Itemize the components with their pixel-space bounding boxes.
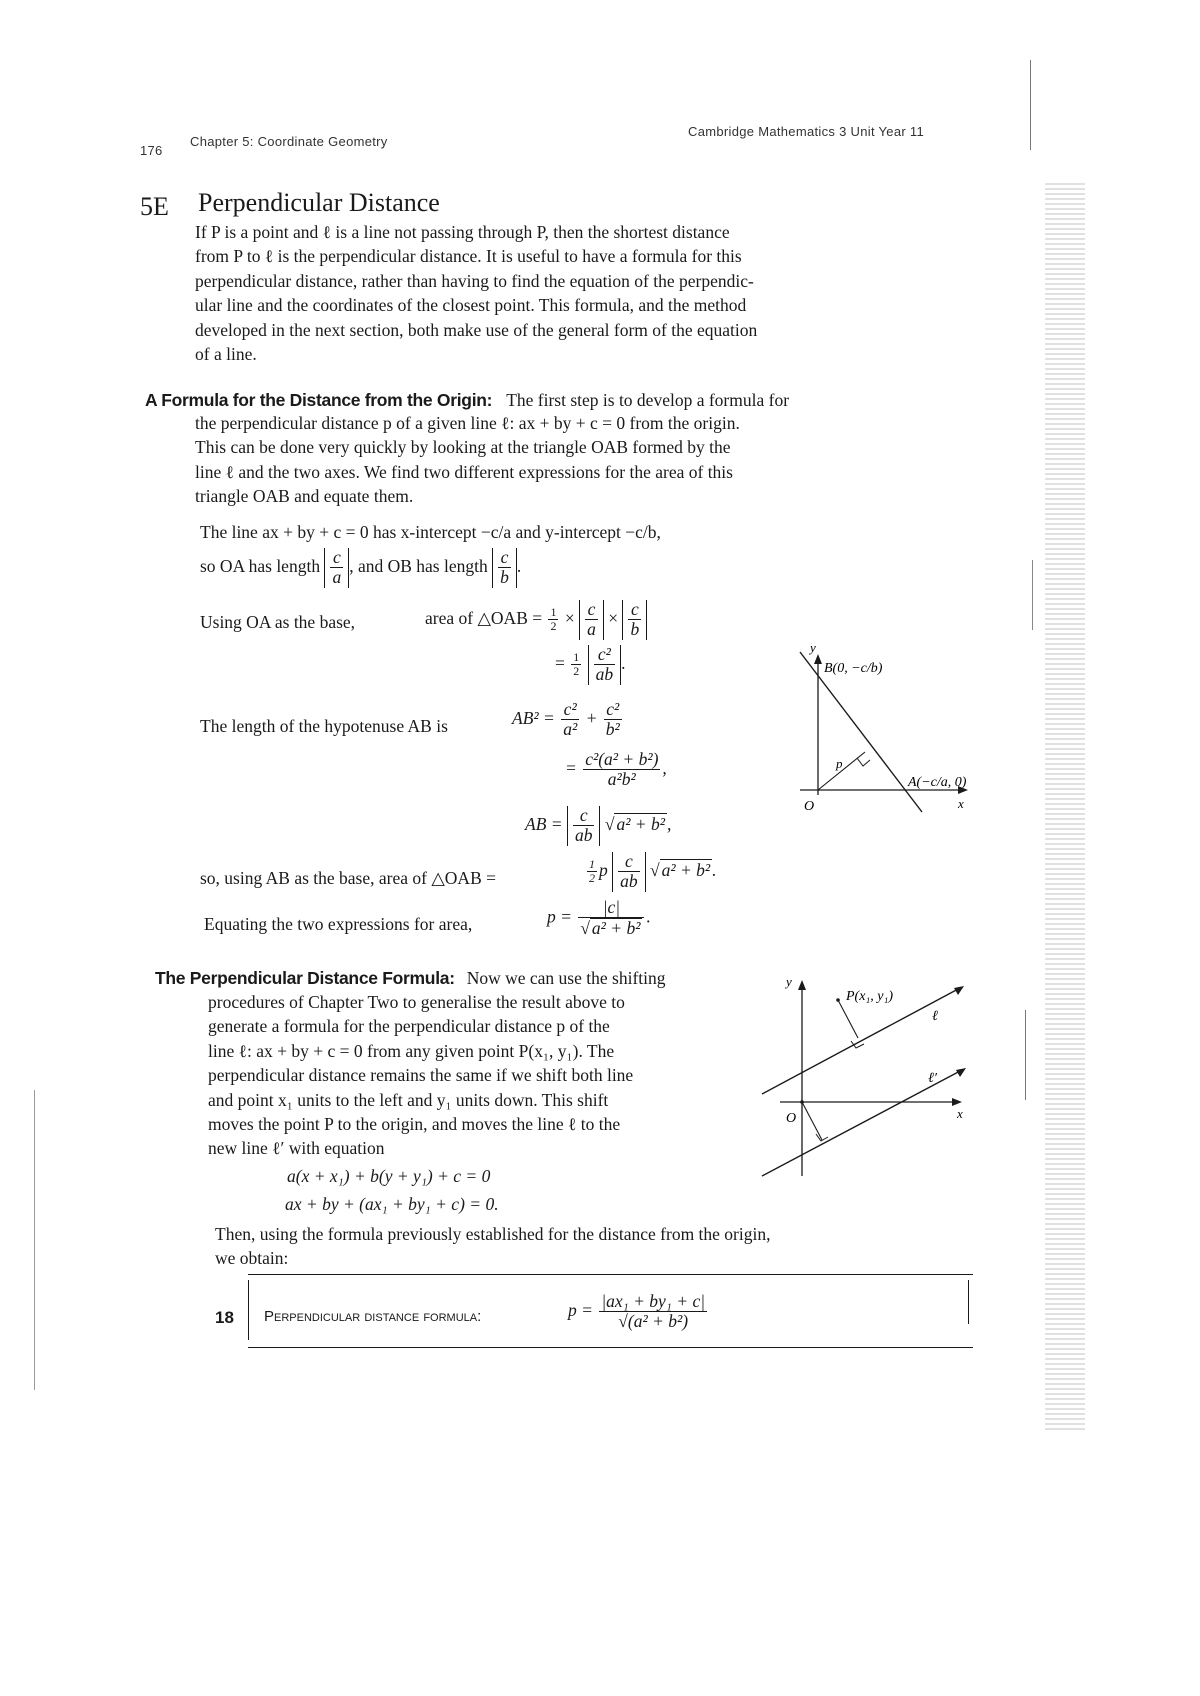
origin-line: This can be done very quickly by looking at the triangle OAB formed by the (195, 437, 731, 458)
general-distance-diagram (750, 966, 980, 1196)
diagram2-point-label: P(x₁, y₁) (846, 989, 894, 1004)
using-oa-text: Using OA as the base, (200, 612, 356, 632)
chapter-header: Chapter 5: Coordinate Geometry (190, 134, 388, 149)
lengths-line: so OA has length $\frac{c}{a}$ , and OB has length $\frac{c}{b}$ . (200, 547, 522, 588)
origin-triangle-diagram (790, 640, 990, 830)
y-axis-arrow (814, 654, 822, 664)
so-using-text: so, using AB as the base, area of △OAB = (200, 868, 496, 888)
general-line: moves the point P to the origin, and moves the line ℓ to the (208, 1114, 621, 1135)
formula-p: p = (568, 1299, 593, 1320)
formula-numerator: |ax₁ + by₁ + c| (601, 1291, 706, 1311)
origin-paragraph (195, 411, 880, 509)
diagram2-origin-label: O (786, 1111, 797, 1126)
diagram2-y-label: y (786, 974, 792, 989)
formula-label: Perpendicular distance formula: (264, 1308, 482, 1325)
intro-line: from P to ℓ is the perpendicular distance. It is useful to have a formula for this (195, 246, 742, 267)
diagram2-line-label: ℓ (932, 1009, 938, 1024)
line-l-arrow (954, 986, 964, 995)
right-angle-mark-top (851, 1041, 864, 1048)
origin-heading-text: The first step is to develop a formula for (506, 390, 790, 410)
area-eq-1: area of △OAB = $\frac{1}{2}$ × $\frac{c}{a}$ × $\frac{c}{b}$ (425, 600, 647, 640)
abs-c-over-a: $\frac{c}{a}$ (324, 548, 349, 588)
area-of-text: area of △OAB = (425, 607, 543, 628)
shifted-equation-2: ax + by + (ax₁ + by₁ + c) = 0. (285, 1194, 499, 1214)
point-p (836, 998, 840, 1002)
diagram1-origin-label: O (804, 799, 815, 814)
origin-formula-heading: A Formula for the Distance from the Origin: (145, 390, 493, 410)
origin-line: triangle OAB and equate them. (195, 486, 414, 507)
section-number: 5E (140, 192, 169, 221)
then-line: we obtain: (215, 1248, 289, 1269)
general-paragraph (208, 990, 716, 1161)
scan-left-edge-mark (34, 1090, 35, 1390)
then-paragraph (215, 1222, 895, 1271)
perpendicular-segment (838, 1000, 858, 1038)
ab-squared-eq: AB² = $\frac{\text{c²}}{\text{a²}}$ + $\frac{\text{c²}}{\text{b²}}$ (512, 699, 620, 740)
intro-line: ular line and the coordinates of the closest point. This formula, and the method (195, 295, 747, 316)
general-formula-heading: The Perpendicular Distance Formula: (155, 968, 455, 988)
intercepts-line: The line ax + by + c = 0 has x-intercept −c/a and y-intercept −c/b, (200, 522, 661, 542)
intro-paragraph (195, 220, 880, 366)
diagram1-b-label: B(0, −c/b) (824, 661, 883, 676)
abs-c-over-b: $\frac{c}{b}$ (492, 548, 517, 588)
formula-expression (568, 1292, 709, 1332)
p-origin-eq: p = $\frac{|c|}{\text{√ a² + b²}}$ . (547, 897, 651, 939)
intro-line: perpendicular distance, rather than having to find the equation of the perpendic- (195, 270, 754, 291)
line-l-prime-arrow (956, 1068, 966, 1077)
book-header: Cambridge Mathematics 3 Unit Year 11 (688, 124, 925, 139)
general-line: line ℓ: ax + by + c = 0 from any given point P(x₁, y₁). The (208, 1040, 615, 1061)
half-fraction: $\frac{1}{2}$ (550, 605, 557, 634)
and-ob-text: , and OB has length (349, 555, 488, 576)
right-angle-mark (857, 758, 870, 766)
general-line: procedures of Chapter Two to generalise the result above to (208, 992, 625, 1012)
scan-edge-mark (1030, 60, 1031, 150)
scan-edge-mark (1025, 1010, 1026, 1100)
origin-line: the perpendicular distance p of a given line ℓ: ax + by + c = 0 from the origin. (195, 413, 740, 433)
section-title: Perpendicular Distance (198, 188, 440, 217)
area-eq-3: $\frac{1}{2}$ p $\frac{c}{ab}$ √ a² + b² . (589, 851, 717, 892)
right-angle-mark-bottom (816, 1134, 828, 1141)
shifted-equation-1: a(x + x₁) + b(y + y₁) + c = 0 (287, 1166, 491, 1186)
diagram1-p-label: p (836, 756, 843, 771)
diagram2-x-label: x (957, 1106, 963, 1121)
area-eq-2: = $\frac{1}{2}$ $\frac{\text{c²}}{ab}$ . (555, 644, 626, 685)
page-number: 176 (140, 143, 163, 158)
general-heading-text: Now we can use the shifting (466, 968, 666, 988)
formula-fraction (599, 1292, 707, 1332)
so-oa-text: so OA has length (200, 555, 321, 576)
origin-heading-line (145, 388, 885, 412)
diagram1-y-label: y (810, 640, 816, 655)
scan-edge-noise (1045, 180, 1085, 1430)
ab-squared-eq-2: = $\frac{\text{c²(a² + b²)}}{\text{a²b²}}$ , (565, 749, 667, 790)
general-line: generate a formula for the perpendicular distance p of the (208, 1016, 610, 1037)
intro-line: developed in the next section, both make use of the general form of the equation (195, 319, 758, 340)
origin-point (800, 1100, 804, 1104)
intro-line: If P is a point and ℓ is a line not passing through P, then the shortest distance (195, 222, 730, 242)
diagram1-x-label: x (958, 796, 964, 811)
formula-denominator: √(a² + b²) (618, 1311, 689, 1332)
perpendicular-segment-shifted (802, 1102, 822, 1140)
scan-edge-mark (1032, 560, 1033, 630)
general-line: and point x₁ units to the left and y₁ units down. This shift (208, 1089, 609, 1110)
y-axis-arrow (798, 980, 806, 990)
hyp-intro-text: The length of the hypotenuse AB is (200, 716, 448, 736)
general-line: new line ℓ′ with equation (208, 1138, 385, 1159)
formula-box-left-bar (248, 1280, 249, 1340)
diagram1-a-label: A(−c/a, 0) (908, 775, 967, 790)
then-line: Then, using the formula previously established for the distance from the origin, (215, 1224, 771, 1244)
ab-eq: AB = $\frac{c}{ab}$ √ a² + b² , (525, 805, 672, 846)
formula-number: 18 (215, 1308, 234, 1327)
intro-line: of a line. (195, 344, 257, 365)
diagram2-line2-label: ℓ′ (928, 1071, 937, 1086)
origin-line: line ℓ and the two axes. We find two different expressions for the area of this (195, 461, 733, 482)
formula-box-right-bar (968, 1280, 969, 1324)
general-heading-line (155, 966, 725, 990)
equating-text: Equating the two expressions for area, (204, 914, 473, 934)
general-line: perpendicular distance remains the same if we shift both line (208, 1065, 634, 1086)
x-axis-arrow (952, 1098, 962, 1106)
